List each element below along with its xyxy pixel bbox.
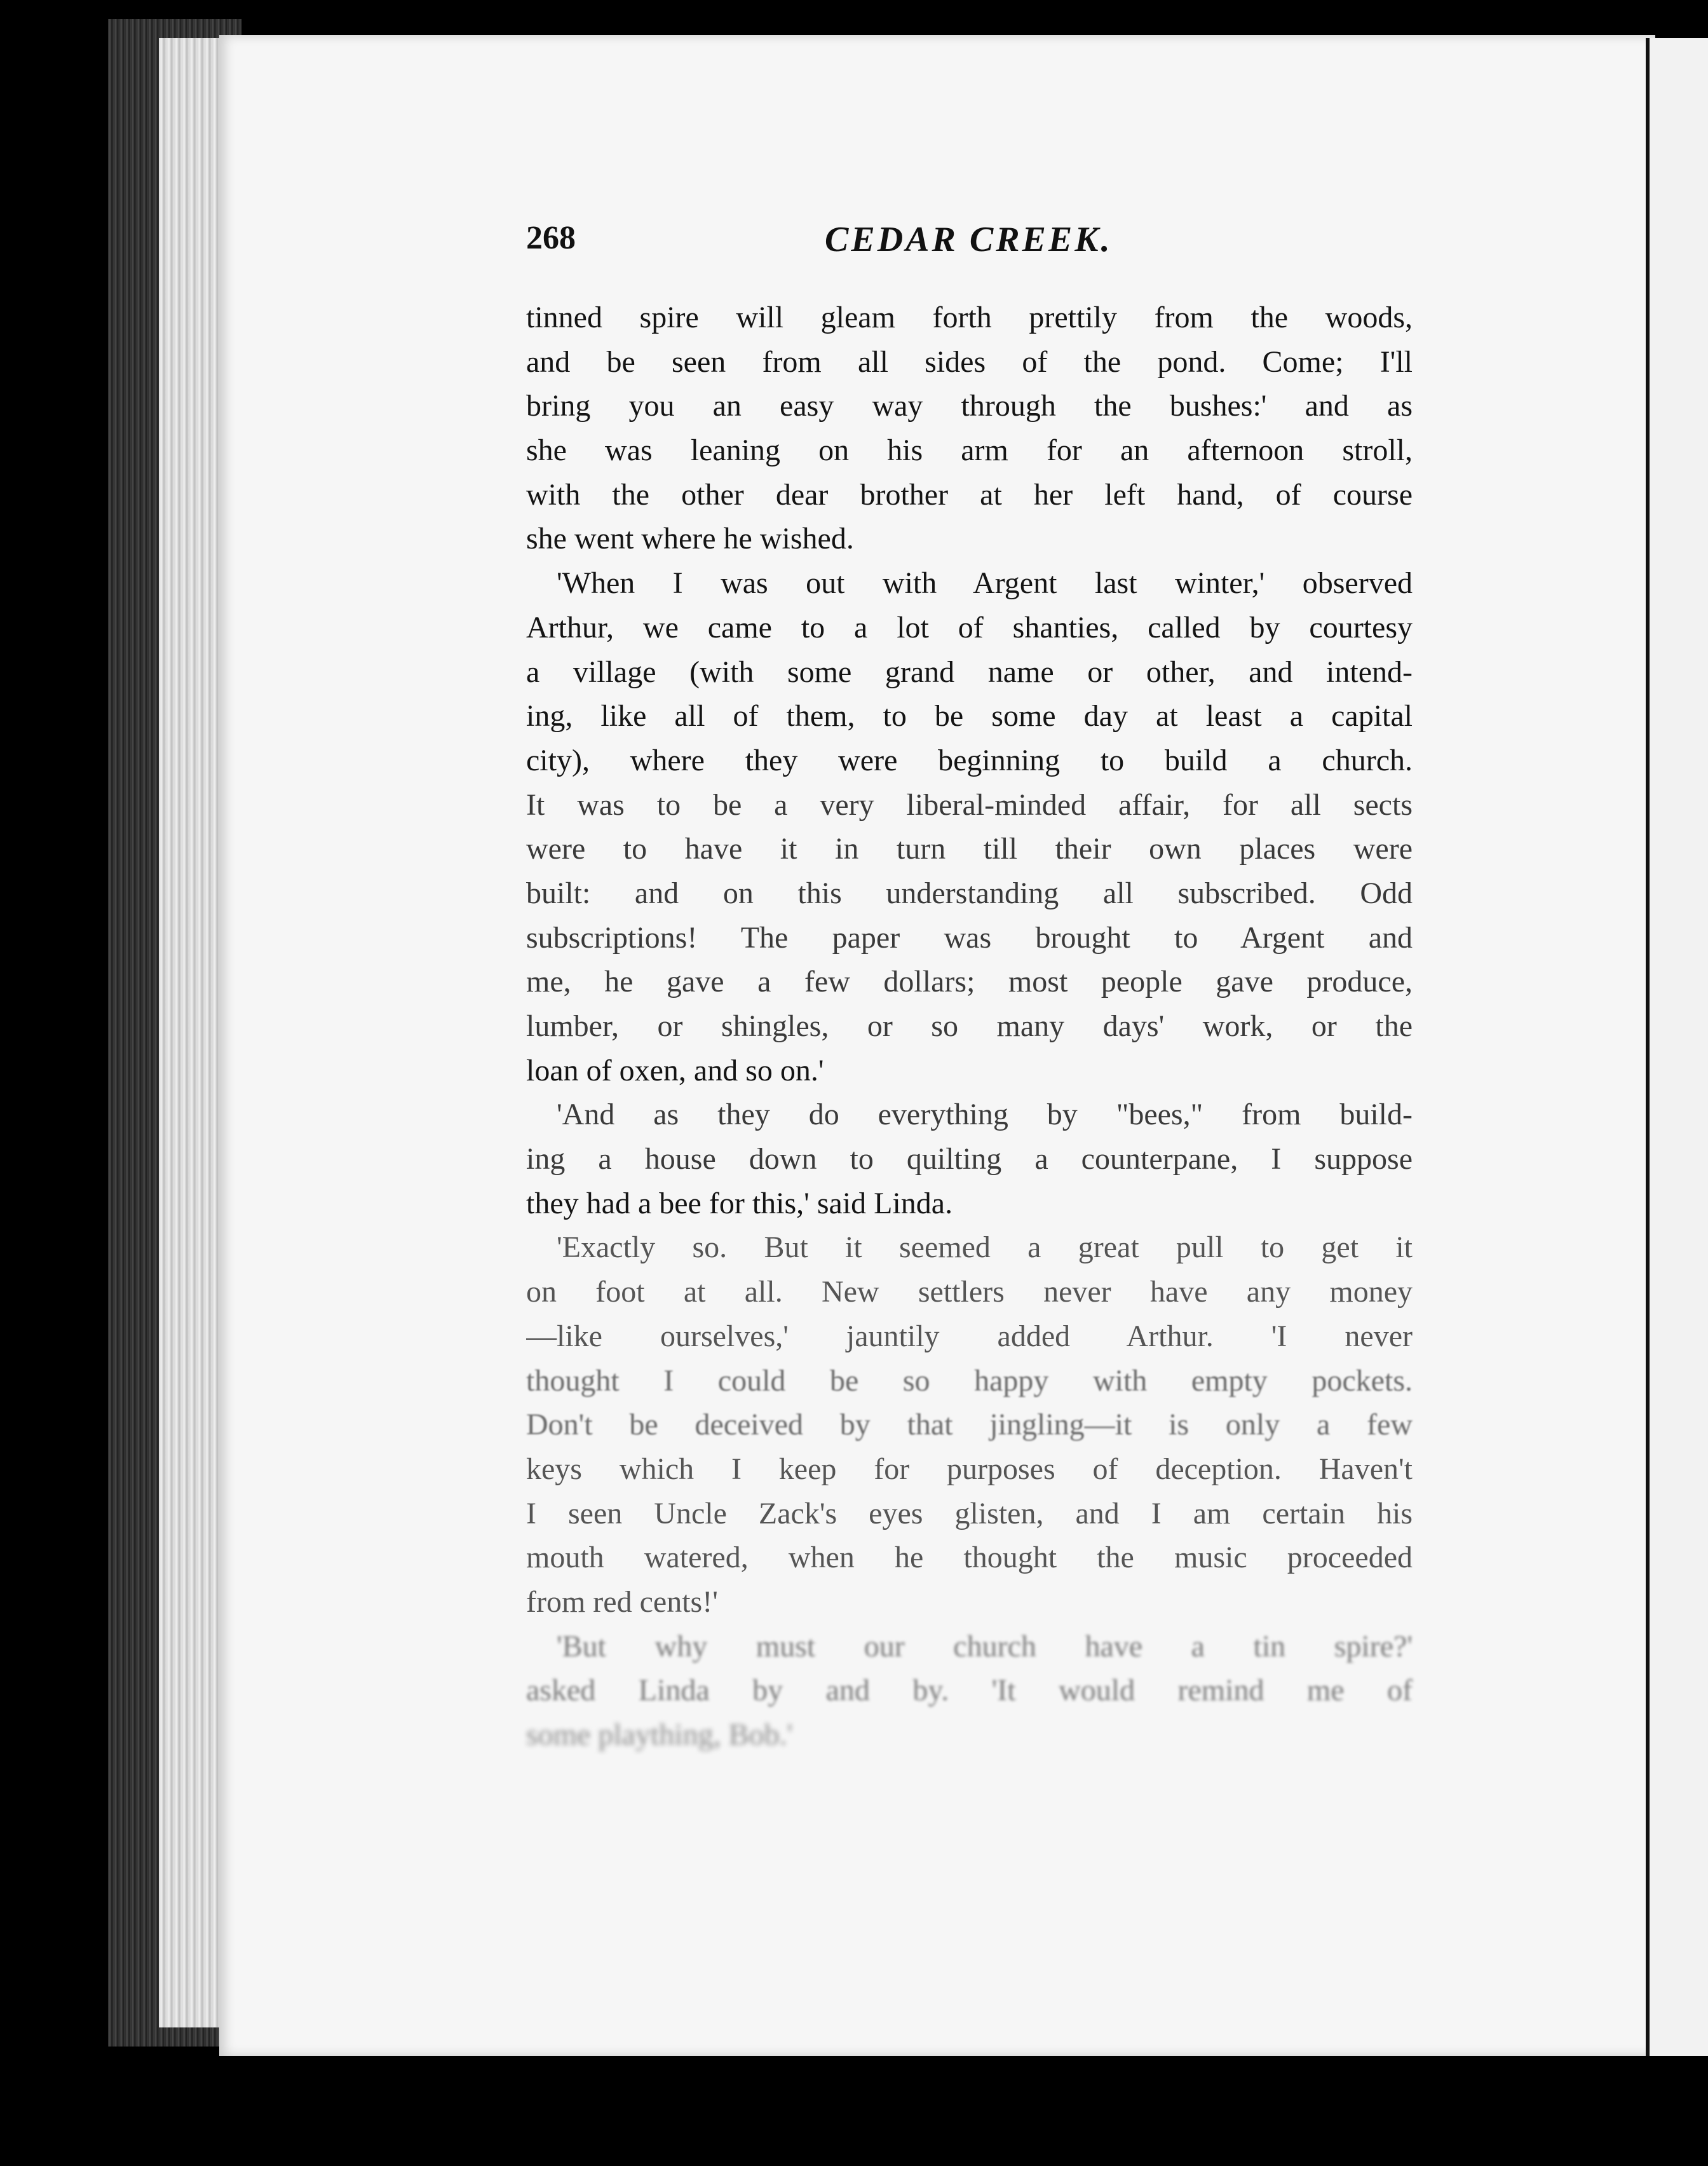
page-number: 268 <box>526 220 576 256</box>
text-line: me, he gave a few dollars; most people gave produce, <box>526 965 1413 999</box>
text-line: 'Exactly so. But it seemed a great pull to get it <box>557 1230 1413 1265</box>
facing-page-edge <box>1646 38 1708 2056</box>
text-line: 'And as they do everything by "bees," from build- <box>557 1098 1413 1132</box>
text-line: ing, like all of them, to be some day at least a capital <box>526 699 1413 733</box>
text-line: loan of oxen, and so on.' <box>526 1053 824 1087</box>
book-page-edges-light <box>159 38 229 2027</box>
text-line: 'But why must our church have a tin spire?' <box>557 1629 1413 1663</box>
text-line: city), where they were beginning to build a church. <box>526 743 1413 777</box>
text-line: with the other dear brother at her left hand, of course <box>526 477 1413 512</box>
body-text <box>526 296 1413 1757</box>
text-line: on foot at all. New settlers never have any money <box>526 1275 1413 1309</box>
text-line: keys which I keep for purposes of deception. Haven't <box>526 1452 1413 1486</box>
text-line: were to have it in turn till their own places were <box>526 832 1413 866</box>
text-line: she went where he wished. <box>526 522 854 556</box>
text-line: —like ourselves,' jauntily added Arthur. 'I never <box>526 1319 1413 1353</box>
text-line: It was to be a very liberal-minded affair, for all sects <box>526 787 1413 822</box>
text-line: some plaything, Bob.' <box>526 1718 793 1752</box>
text-line: built: and on this understanding all subscribed. Odd <box>526 876 1413 910</box>
text-line: thought I could be so happy with empty pockets. <box>526 1363 1413 1398</box>
text-line: 'When I was out with Argent last winter,' observed <box>557 566 1413 601</box>
text-line: and be seen from all sides of the pond. Come; I'll <box>526 344 1413 379</box>
running-title: CEDAR CREEK. <box>825 220 1113 259</box>
text-line: ing a house down to quilting a counterpane, I suppose <box>526 1142 1413 1176</box>
text-line: Don't be deceived by that jingling—it is only a few <box>526 1408 1413 1442</box>
text-line: tinned spire will gleam forth prettily from the woods, <box>526 301 1413 334</box>
text-line: they had a bee for this,' said Linda. <box>526 1186 953 1220</box>
text-line: asked Linda by and by. 'It would remind me of <box>526 1673 1413 1708</box>
running-head <box>526 219 1413 270</box>
text-line: she was leaning on his arm for an afternoon stroll, <box>526 433 1413 468</box>
text-line: I seen Uncle Zack's eyes glisten, and I am certain his <box>526 1496 1413 1530</box>
text-line: mouth watered, when he thought the music proceeded <box>526 1541 1413 1575</box>
text-line: subscriptions! The paper was brought to Argent and <box>526 920 1413 955</box>
text-line: from red cents!' <box>526 1584 718 1619</box>
text-line: lumber, or shingles, or so many days' work, or the <box>526 1009 1413 1043</box>
text-line: a village (with some grand name or other, and intend- <box>526 655 1413 689</box>
text-line: bring you an easy way through the bushes:' and as <box>526 389 1413 423</box>
text-line: Arthur, we came to a lot of shanties, called by courtesy <box>526 610 1413 644</box>
